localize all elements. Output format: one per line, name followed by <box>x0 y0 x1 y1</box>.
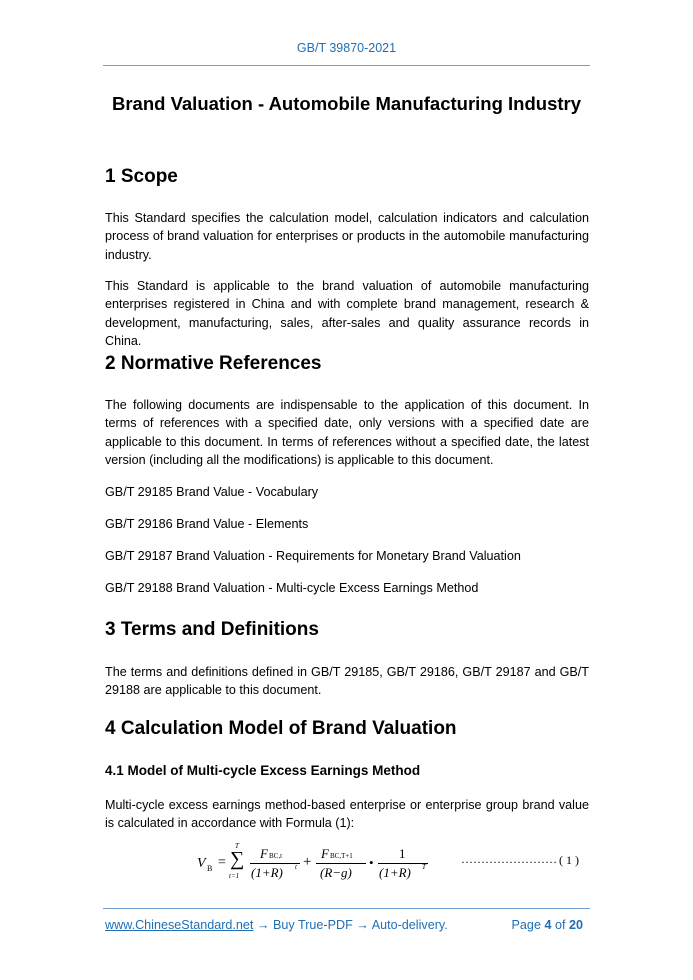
page-current: 4 <box>544 918 552 932</box>
formula-equals: = <box>218 855 226 870</box>
term3-numerator: 1 <box>399 846 406 861</box>
page-total: 20 <box>568 918 583 932</box>
header-divider <box>103 65 590 66</box>
document-title: Brand Valuation - Automobile Manufacturing Industry <box>111 93 582 114</box>
formula-number: ( 1 ) <box>559 853 579 867</box>
reference-item: GB/T 29186 Brand Value - Elements <box>105 517 309 531</box>
term3-denominator-exponent: T <box>422 863 426 871</box>
reference-item: GB/T 29188 Brand Valuation - Multi-cycle Excess Earnings Method <box>105 581 479 595</box>
page-footer <box>105 918 589 932</box>
scope-paragraph-2: This Standard is applicable to the brand valuation of automobile manufacturing enterprises registered in China and with complete brand management, research & development, manufacturing, sales, after-sales and quality assurance records in China. <box>105 279 589 348</box>
page-word: Page <box>511 918 541 932</box>
normative-paragraph: The following documents are indispensable to the application of this document. In terms of references with a specified date, only versions with a specified date are applicable to this document. In terms of references without a specified date, the latest version (including all the modifications) is applicable to this document. <box>105 398 589 467</box>
formula-multiply-dot: • <box>369 855 374 870</box>
header-standard-code: GB/T 39870-2021 <box>296 41 397 55</box>
terms-paragraph: The terms and definitions defined in GB/T 29185, GB/T 29186, GB/T 29187 and GB/T 29188 are applicable to this document. <box>105 665 589 698</box>
section-heading-calculation-model: 4 Calculation Model of Brand Valuation <box>105 718 457 739</box>
footer-promo-text: → Buy True-PDF → Auto-delivery. <box>253 918 448 932</box>
term3-denominator: (1+R) <box>379 865 411 880</box>
scope-paragraph-1: This Standard specifies the calculation model, calculation indicators and calculation process of brand valuation for enterprises or products in the automobile manufacturing industry. <box>105 211 589 262</box>
page-of: of <box>554 918 566 932</box>
term3-fraction-bar <box>378 863 428 864</box>
subsection-heading-multi-cycle: 4.1 Model of Multi-cycle Excess Earnings Method <box>105 763 421 778</box>
term2-numerator: F <box>321 846 329 861</box>
term1-fraction-bar <box>250 863 300 864</box>
term2-denominator: (R−g) <box>320 865 352 880</box>
formula-1 <box>195 842 595 886</box>
formula-lhs-subscript: B <box>207 864 213 873</box>
reference-item: GB/T 29187 Brand Valuation - Requirements for Monetary Brand Valuation <box>105 549 521 563</box>
term2-fraction-bar <box>316 863 366 864</box>
section-heading-terms: 3 Terms and Definitions <box>105 619 319 640</box>
term1-denominator-exponent: t <box>295 863 297 871</box>
section-heading-scope: 1 Scope <box>105 166 178 187</box>
formula-leader-dots: …………………… <box>461 852 557 866</box>
footer-divider <box>103 908 590 909</box>
website-link[interactable]: www.ChineseStandard.net <box>105 918 254 932</box>
sum-upper-limit: T <box>235 842 239 850</box>
model-paragraph: Multi-cycle excess earnings method-based enterprise or enterprise group brand value is calculated in accordance with Formula (1): <box>105 798 589 831</box>
page-indicator <box>512 918 583 932</box>
reference-item: GB/T 29185 Brand Value - Vocabulary <box>105 485 319 499</box>
sum-lower-limit: t=1 <box>229 872 240 880</box>
term1-numerator: F <box>260 846 268 861</box>
formula-lhs: V <box>197 856 206 871</box>
sum-symbol: ∑ <box>230 848 245 870</box>
term1-numerator-subscript: BC,t <box>269 852 283 860</box>
term1-denominator: (1+R) <box>251 865 283 880</box>
term2-numerator-subscript: BC,T+1 <box>330 852 353 860</box>
section-heading-normative-references: 2 Normative References <box>105 353 322 374</box>
formula-plus: + <box>303 854 312 870</box>
